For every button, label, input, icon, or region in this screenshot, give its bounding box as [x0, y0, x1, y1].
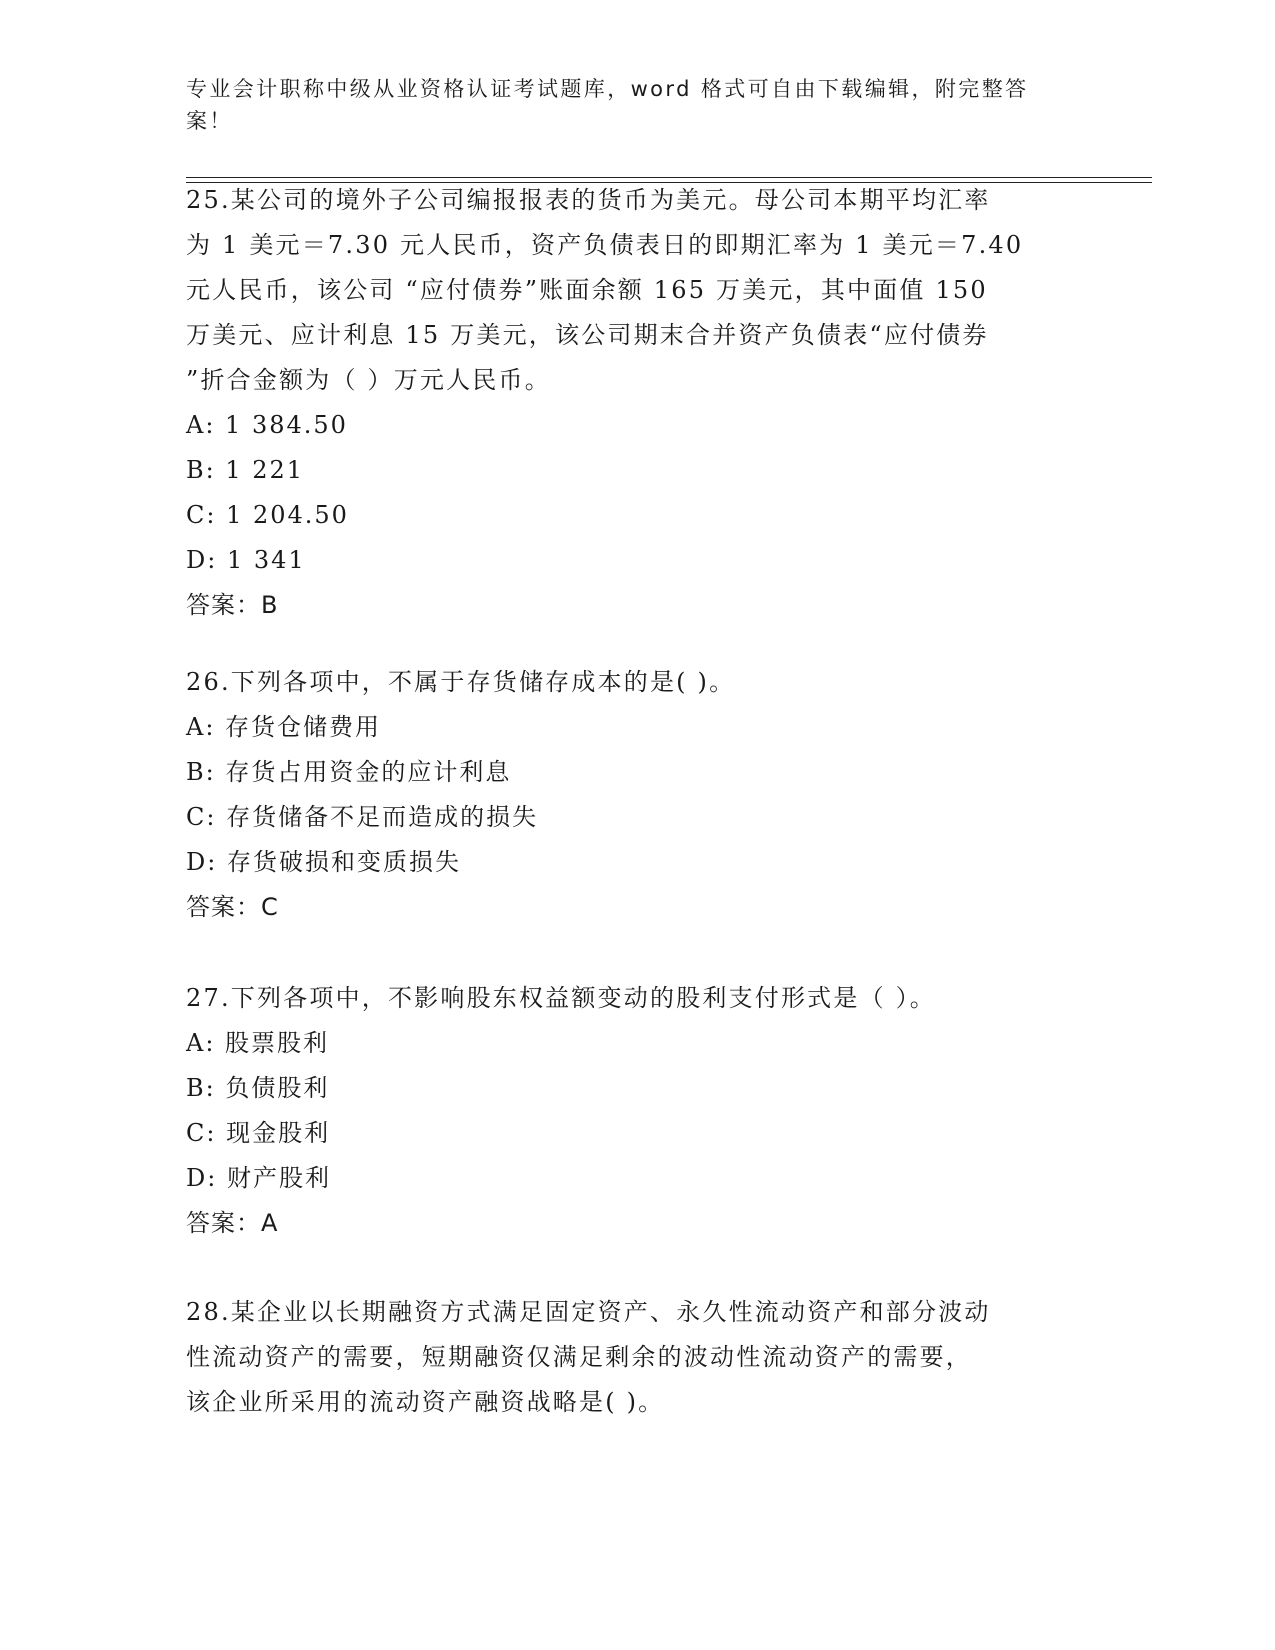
- answer: 答案：C: [186, 893, 279, 921]
- document-intro: [186, 73, 1066, 137]
- question-26: [186, 660, 1086, 930]
- option-b: B: 存货占用资金的应计利息: [186, 758, 512, 786]
- option-d: D: 1 341: [186, 546, 306, 574]
- question-stem-line: 25.某公司的境外子公司编报报表的货币为美元。母公司本期平均汇率: [186, 186, 991, 214]
- option-a: A: 1 384.50: [186, 411, 348, 439]
- option-c: C: 1 204.50: [186, 501, 349, 529]
- option-b: B: 负债股利: [186, 1074, 330, 1102]
- question-stem-line: 万美元、应计利息 15 万美元，该公司期末合并资产负债表“应付债券: [186, 321, 989, 349]
- question-stem-line: 26.下列各项中，不属于存货储存成本的是( )。: [186, 668, 736, 696]
- option-d: D: 财产股利: [186, 1164, 331, 1192]
- option-c: C: 存货储备不足而造成的损失: [186, 803, 539, 831]
- option-a: A: 存货仓储费用: [186, 713, 382, 741]
- option-d: D: 存货破损和变质损失: [186, 848, 461, 876]
- answer: 答案：A: [186, 1209, 279, 1237]
- question-stem-line: 为 1 美元＝7.30 元人民币，资产负债表日的即期汇率为 1 美元＝7.40: [186, 231, 1024, 259]
- intro-line-2: 案！: [186, 109, 233, 133]
- question-25: [186, 178, 1086, 628]
- question-stem-line: ”折合金额为（ ）万元人民币。: [186, 366, 551, 394]
- question-stem-line: 27.下列各项中，不影响股东权益额变动的股利支付形式是（ ）。: [186, 984, 936, 1012]
- option-a: A: 股票股利: [186, 1029, 330, 1057]
- option-c: C: 现金股利: [186, 1119, 331, 1147]
- question-27: [186, 976, 1086, 1246]
- option-b: B: 1 221: [186, 456, 305, 484]
- question-stem-line: 该企业所采用的流动资产融资战略是( )。: [186, 1388, 665, 1416]
- question-stem-line: 性流动资产的需要，短期融资仅满足剩余的波动性流动资产的需要，: [186, 1343, 972, 1371]
- question-28: [186, 1290, 1086, 1425]
- intro-line-1: 专业会计职称中级从业资格认证考试题库，word 格式可自由下载编辑，附完整答: [186, 77, 1029, 101]
- answer: 答案：B: [186, 591, 279, 619]
- question-stem-line: 28.某企业以长期融资方式满足固定资产、永久性流动资产和部分波动: [186, 1298, 991, 1326]
- question-stem-line: 元人民币，该公司 “应付债券”账面余额 165 万美元，其中面值 150: [186, 276, 988, 304]
